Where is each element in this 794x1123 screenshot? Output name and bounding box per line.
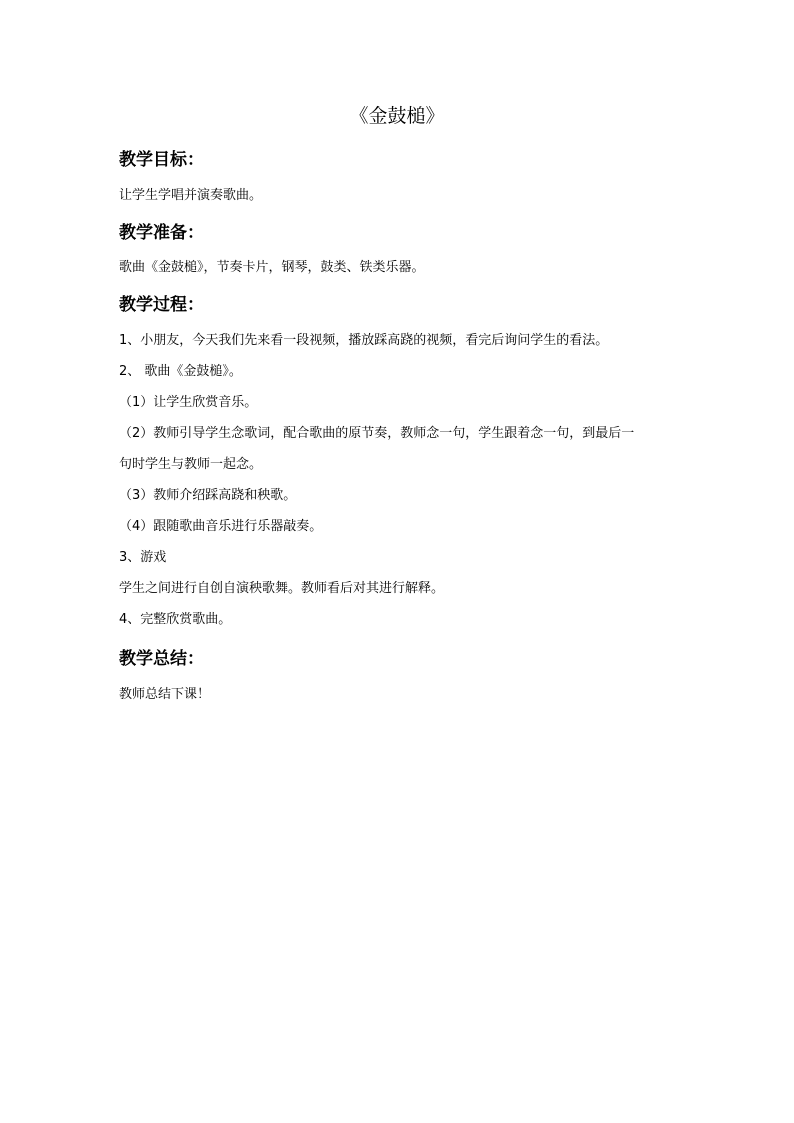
process-line-6: （3）教师介绍踩高跷和秧歌。 xyxy=(119,488,297,503)
summary-heading: 教学总结： xyxy=(119,649,204,669)
prep-heading: 教学准备： xyxy=(119,223,204,243)
process-line-5: 句时学生与教师一起念。 xyxy=(119,457,263,472)
goal-text: 让学生学唱并演奏歌曲。 xyxy=(119,188,263,203)
process-line-10: 4、完整欣赏歌曲。 xyxy=(119,612,232,627)
process-line-4: （2）教师引导学生念歌词，配合歌曲的原节奏，教师念一句，学生跟着念一句，到最后一 xyxy=(119,426,635,441)
process-heading: 教学过程： xyxy=(119,295,204,315)
document-title: 《金鼓槌》 xyxy=(349,105,445,127)
goal-heading: 教学目标： xyxy=(119,150,204,170)
summary-text: 教师总结下课！ xyxy=(119,687,211,702)
process-line-9: 学生之间进行自创自演秧歌舞。教师看后对其进行解释。 xyxy=(119,581,445,596)
prep-text: 歌曲《金鼓槌》，节奏卡片，钢琴，鼓类、铁类乐器。 xyxy=(119,260,425,275)
process-line-1: 1、小朋友，今天我们先来看一段视频，播放踩高跷的视频，看完后询问学生的看法。 xyxy=(119,333,609,348)
process-line-3: （1）让学生欣赏音乐。 xyxy=(119,395,258,410)
process-line-7: （4）跟随歌曲音乐进行乐器敲奏。 xyxy=(119,519,323,534)
process-line-2: 2、 歌曲《金鼓槌》。 xyxy=(119,364,242,379)
process-line-8: 3、游戏 xyxy=(119,550,167,565)
